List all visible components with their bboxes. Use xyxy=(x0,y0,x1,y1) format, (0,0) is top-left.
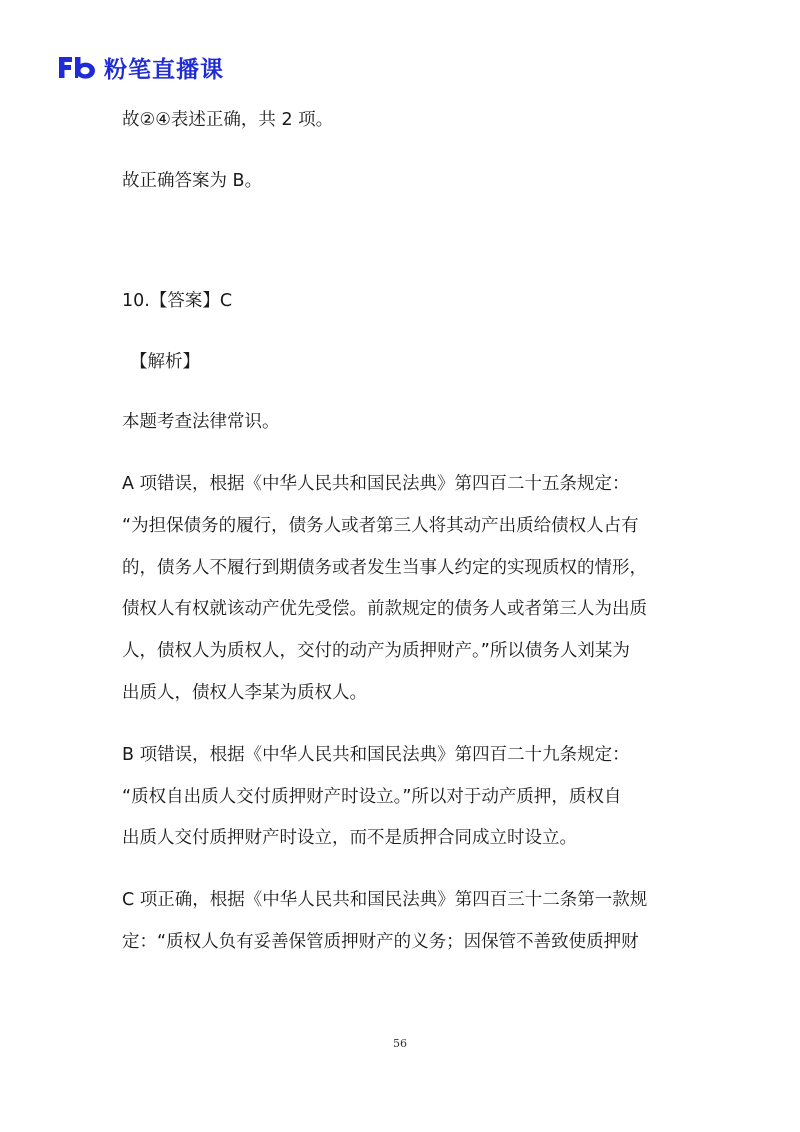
text-line: 出质人，债权人李某为质权人。 xyxy=(122,683,367,703)
text-line: 债权人有权就该动产优先受偿。前款规定的债务人或者第三人为出质 xyxy=(122,599,647,619)
logo-text: 粉笔直播课 xyxy=(104,56,224,83)
answer-heading: 10.【答案】C xyxy=(122,291,233,311)
brand-logo xyxy=(56,52,224,82)
text-line: A 项错误，根据《中华人民共和国民法典》第四百二十五条规定： xyxy=(122,474,630,494)
page-number: 56 xyxy=(393,1037,407,1050)
text-line: 出质人交付质押财产时设立，而不是质押合同成立时设立。 xyxy=(122,828,577,848)
text-line: 人，债权人为质权人，交付的动产为质押财产。”所以债务人刘某为 xyxy=(122,641,630,661)
analysis-heading: 【解析】 xyxy=(130,352,200,372)
fenbi-logo-icon xyxy=(56,53,98,81)
text-line: “质权自出质人交付质押财产时设立。”所以对于动产质押，质权自 xyxy=(122,787,622,807)
text-line: C 项正确，根据《中华人民共和国民法典》第四百三十二条第一款规 xyxy=(122,890,648,910)
text-line: 定：“质权人负有妥善保管质押财产的义务；因保管不善致使质押财 xyxy=(122,932,639,952)
text-line: 故正确答案为 B。 xyxy=(122,171,263,191)
text-line: B 项错误，根据《中华人民共和国民法典》第四百二十九条规定： xyxy=(122,745,630,765)
text-line: 本题考查法律常识。 xyxy=(122,412,280,432)
text-line: 的，债务人不履行到期债务或者发生当事人约定的实现质权的情形， xyxy=(122,558,647,578)
text-line: 故②④表述正确，共 2 项。 xyxy=(122,110,334,130)
text-line: “为担保债务的履行，债务人或者第三人将其动产出质给债权人占有 xyxy=(122,516,639,536)
